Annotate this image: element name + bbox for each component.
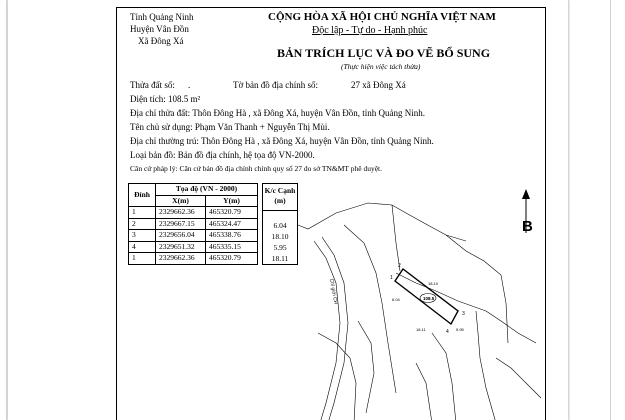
boundary-line — [358, 321, 374, 413]
legal-line: Căn cứ pháp lý: Căn cứ bản đồ địa chính chính quy số 27 do sở TN&MT phê duyệt. — [130, 164, 382, 173]
address-line: Địa chỉ thửa đất: Thôn Đông Hà , xã Đông Xá, huyện Vân Đồn, tỉnh Quảng Ninh. — [130, 108, 425, 118]
header-y: Y(m) — [206, 195, 258, 207]
province-label: Tỉnh Quảng Ninh — [130, 12, 194, 22]
sheet-value: 27 xã Đông Xá — [351, 80, 406, 90]
distance-1: 6.04 — [273, 221, 287, 230]
commune-label: Xã Đông Xá — [138, 36, 184, 46]
viewer-left-margin — [0, 0, 7, 420]
distance-2: 18.10 — [271, 232, 289, 241]
parcel-map — [296, 183, 544, 420]
area-line: Diện tích: 108.5 m² — [130, 94, 201, 104]
country-heading: CỘNG HÒA XÃ HỘI CHỦ NGHĨA VIỆT NAM — [268, 11, 496, 23]
document-subtitle: (Thực hiện việc tách thửa) — [341, 62, 421, 71]
road-edge — [322, 237, 348, 420]
viewer-scrollbar[interactable] — [570, 0, 625, 420]
document-title: BẢN TRÍCH LỤC VÀ ĐO VẼ BỔ SUNG — [277, 46, 491, 60]
table-row: 3 2329656.04 465338.76 — [129, 230, 258, 242]
header-x: X(m) — [156, 195, 206, 207]
north-arrow — [522, 189, 533, 235]
road-label: Chỉ giới CH — [328, 278, 339, 305]
edge-label-3-4: 5.95 — [456, 327, 464, 332]
table-row: 1 2329662.36 465320.79 — [129, 253, 258, 265]
document-page — [8, 0, 568, 420]
residence-line: Địa chỉ thường trú: Thôn Đông Hà , xã Đông Xá, huyện Vân Đồn, tỉnh Quảng Ninh. — [130, 136, 434, 146]
table-row: 4 2329651.32 465335.15 — [129, 241, 258, 253]
map-type-line: Loại bản đồ: Bản đồ địa chính, hệ tọa độ VN-2000. — [130, 150, 315, 160]
distance-3: 5.95 — [273, 243, 287, 252]
parcel-area-label: 108.5 — [423, 296, 435, 301]
vertex-label-4: 4 — [446, 329, 449, 335]
header-point: Đỉnh — [129, 184, 156, 207]
table-row: 1 2329662.36 465320.79 — [129, 207, 258, 219]
road-edge — [314, 241, 340, 420]
vertex-label-1: 1 — [390, 275, 393, 281]
district-label: Huyện Vân Đồn — [130, 24, 189, 34]
sheet-label: Tờ bản đồ địa chính số: — [233, 80, 318, 90]
boundary-line — [432, 333, 456, 420]
edge-label-4-1: 18.11 — [416, 327, 426, 332]
boundary-line — [496, 358, 541, 398]
boundary-line — [392, 205, 400, 271]
vertex-label-2: 2 — [398, 263, 401, 269]
distance-4: 18.11 — [271, 254, 289, 263]
owner-line: Tên chủ sử dụng: Phạm Văn Thanh + Nguyễn Thị Mùi. — [130, 122, 330, 132]
distance-column — [262, 183, 298, 265]
boundary-line — [416, 363, 432, 420]
parcel-label: Thửa đất số: — [130, 80, 175, 90]
coordinate-table — [128, 183, 258, 265]
boundary-line — [298, 203, 466, 241]
vertex-label-3: 3 — [462, 311, 465, 317]
edge-label-1-2: 6.04 — [392, 297, 400, 302]
boundary-line — [476, 311, 496, 420]
header-distance: K/c Cạnh (m) — [263, 184, 297, 211]
parcel-value: . — [188, 80, 191, 90]
boundary-line — [344, 225, 396, 393]
edge-label-2-3: 18.10 — [428, 281, 439, 286]
table-row: 2 2329667.15 465324.47 — [129, 218, 258, 230]
boundary-line — [486, 311, 536, 343]
motto: Độc lập - Tự do - Hạnh phúc — [312, 25, 428, 36]
north-label: B — [522, 218, 533, 235]
boundary-line — [318, 333, 356, 420]
header-coord: Tọa độ (VN - 2000) — [156, 184, 258, 196]
